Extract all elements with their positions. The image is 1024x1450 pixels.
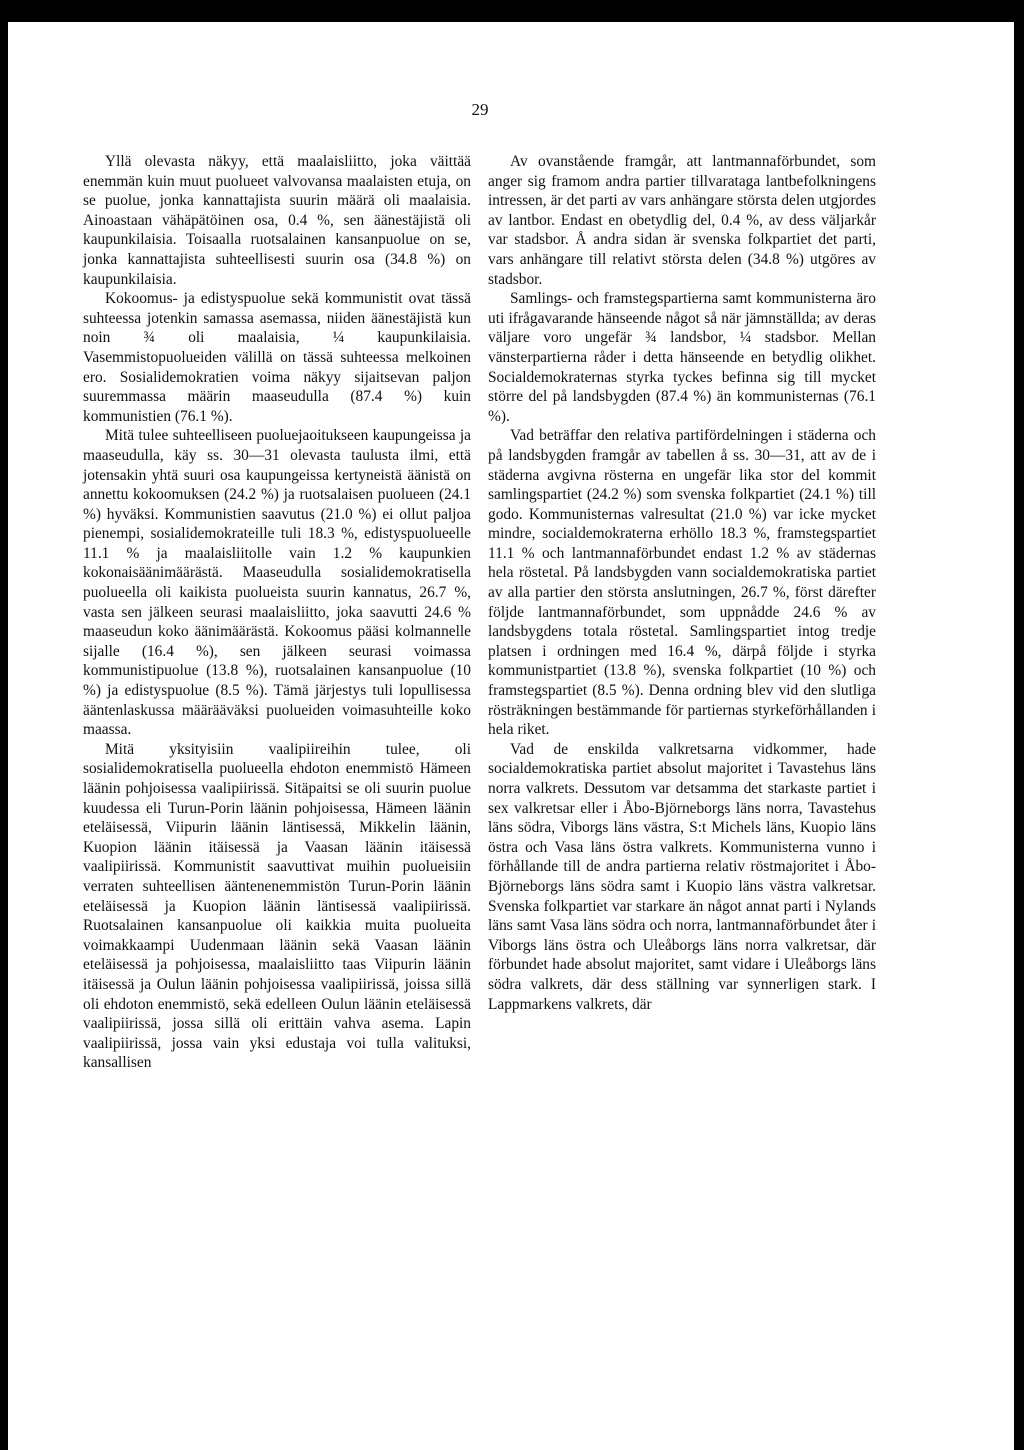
finnish-paragraph-4: Mitä yksityisiin vaalipiireihin tulee, oli sosialidemokratisella puolueella ehdoton enemmistö Hämeen läänin pohjoisessa vaalipiirissä. Sitäpaitsi se oli suurin puolue kuudessa eli Turun-Porin läänin pohjoisessa, Hämeen läänin eteläisessä, Viipurin läänin läntisessä, Mikkelin läänin, Kuopion läänin itäisessä ja Vaasan läänin itäisessä vaalipiirissä. Kommunistit saavuttivat muihin puolueisiin verraten suhteellisen ääntenenemmistön Turun-Porin läänin eteläisessä ja Kuopion läänin läntisessä vaalipiirissä. Ruotsalainen kansanpuolue oli kaikkia muita puolueita voimakkaampi Uudenmaan läänin sekä Vaasan läänin eteläisessä ja pohjoisessa, maalaisliitto taas Viipurin läänin itäisessä ja Oulun läänin pohjoisessa vaalipiirissä, joissa sillä oli ehdoton enemmistö, sekä edelleen Oulun läänin eteläisessä vaalipiirissä, jossa sillä oli erittäin vahva asema. Lapin vaalipiirissä, jossa vain yksi edustaja voi tulla valituksi, kansallisen [83,740,471,1072]
swedish-paragraph-1: Av ovanstående framgår, att lantmannaförbundet, som anger sig framom andra partier tillvarataga lantbefolkningens intressen, är det parti av vars anhängare största delen utgjordes av lantbor. Endast en obetydlig del, 0.4 %, av dess väljarkår var stadsbor. Å andra sidan är svenska folkpartiet det parti, vars anhängare till relativt största delen (34.8 %) utgöres av stadsbor. [488,153,876,288]
swedish-paragraph-2: Samlings- och framstegspartierna samt kommunisterna äro uti ifrågavarande hänseende något så när jämnställda; av deras väljare voro ungefär ¾ landsbor, ¼ stadsbor. Mellan vänsterpartierna råder i detta hänseende en betydlig olikhet. Socialdemokraternas styrka tyckes befinna sig till mycket större del på landsbygden (87.4 %) än kommunisternas (76.1 %). [488,290,876,425]
finnish-text-column [83,152,471,1073]
finnish-paragraph-1: Yllä olevasta näkyy, että maalaisliitto, joka väittää enemmän kuin muut puolueet valvovansa maalaisten etuja, on se puolue, jonka kannattajista suurin määrä oli maalaisia. Ainoastaan vähäpätöinen osa, 0.4 %, sen äänestäjistä oli kaupunkilaisia. Toisaalla ruotsalainen kansanpuolue on se, jonka kannattajista suhteellisesti suurin osa (34.8 %) on kaupunkilaisia. [83,153,471,288]
scan-top-edge [0,0,1024,22]
swedish-paragraph-3: Vad beträffar den relativa partifördelningen i städerna och på landsbygden framgår av tabellen å ss. 30—31, att av de i städerna avgivna rösterna en ungefär lika stor del kommit samlingspartiet (24.2 %) som svenska folkpartiet (24.1 %) till godo. Kommunisternas valresultat (21.0 %) var icke mycket mindre, socialdemokraterna erhöllo 18.3 %, framstegspartiet 11.1 % och lantmannaförbundet endast 1.2 % av städernas hela röstetal. På landsbygden vann socialdemokratiska partiet av alla partier den största anslutningen, 26.7 %, först därefter följde lantmannaförbundet, som uppnådde 24.6 % av landsbygdens totala röstetal. Samlingspartiet intog tredje platsen i ordningen med 16.4 %, därpå följde i styrka kommunistpartiet (13.8 %), svenska folkpartiet (10 %) och framstegspartiet (8.5 %). Denna ordning blev vid den slutliga rösträkningen bestämmande för partiernas styrkeförhållanden i hela riket. [488,427,876,739]
scan-left-edge [0,0,8,1450]
page-number: 29 [471,100,489,119]
finnish-paragraph-2: Kokoomus- ja edistyspuolue sekä kommunistit ovat tässä suhteessa jotenkin samassa asemassa, niiden äänestäjistä kun noin ¾ oli maalaisia, ¼ kaupunkilaisia. Vasemmistopuolueiden välillä on tässä suhteessa melkoinen ero. Sosialidemokratien voima näkyy sijaitsevan paljon suuremmassa määrin maaseudulla (87.4 %) kuin kommunistien (76.1 %). [83,290,471,425]
scan-right-edge [1014,0,1024,1450]
swedish-paragraph-4: Vad de enskilda valkretsarna vidkommer, hade socialdemokratiska partiet absolut majoritet i Tavastehus läns norra valkrets. Dessutom var detsamma det starkaste partiet i sex valkretsar eller i Åbo-Björneborgs läns norra, Tavastehus läns södra, Viborgs läns västra, S:t Michels läns, Kuopio läns östra och Vasa läns östra valkrets. Kommunisterna vunno i förhållande till de andra partierna relativ röstmajoritet i Åbo-Björneborgs läns södra samt i Kuopio läns västra valkretsar. Svenska folkpartiet var starkare än något annat parti i Nylands läns samt Vasa läns södra och norra, lantmannaförbundet åter i Viborgs läns östra och Uleåborgs läns norra valkretsar, där förbundet hade absolut majoritet, samt vidare i Uleåborgs läns södra valkrets, där dess ställning var synnerligen stark. I Lappmarkens valkrets, där [488,740,876,1013]
swedish-text-column [488,152,876,1014]
finnish-paragraph-3: Mitä tulee suhteelliseen puoluejaoitukseen kaupungeissa ja maaseudulla, käy ss. 30—31 olevasta taulusta ilmi, että jotensakin yhtä suuri osa kaupungeissa kertyneistä äänistä on annettu kokoomuksen (24.2 %) ja ruotsalaisen puolueen (24.1 %) hyväksi. Kommunistien saavutus (21.0 %) ei ollut paljoa pienempi, sosialidemokrateille tuli 18.3 %, edistyspuolueelle 11.1 % ja maalaisliitolle vain 1.2 % kaupunkien kokonaisäänimäärästä. Maaseudulla sosialidemokratisella puolueella oli kaikista puolueista suurin kannatus, 26.7 %, vasta sen jälkeen seurasi maalaisliitto, joka saavutti 24.6 % maaseudun koko äänimäärästä. Kokoomus pääsi kolmannelle sijalle (16.4 %), sen jälkeen seurasi voimassa kommunistipuolue (13.8 %), ruotsalainen kansanpuolue (10 %) ja edistyspuolue (8.5 %). Tämä järjestys tuli lopullisessa ääntenlaskussa määrääväksi puolueiden voimasuhteille koko maassa. [83,427,471,739]
